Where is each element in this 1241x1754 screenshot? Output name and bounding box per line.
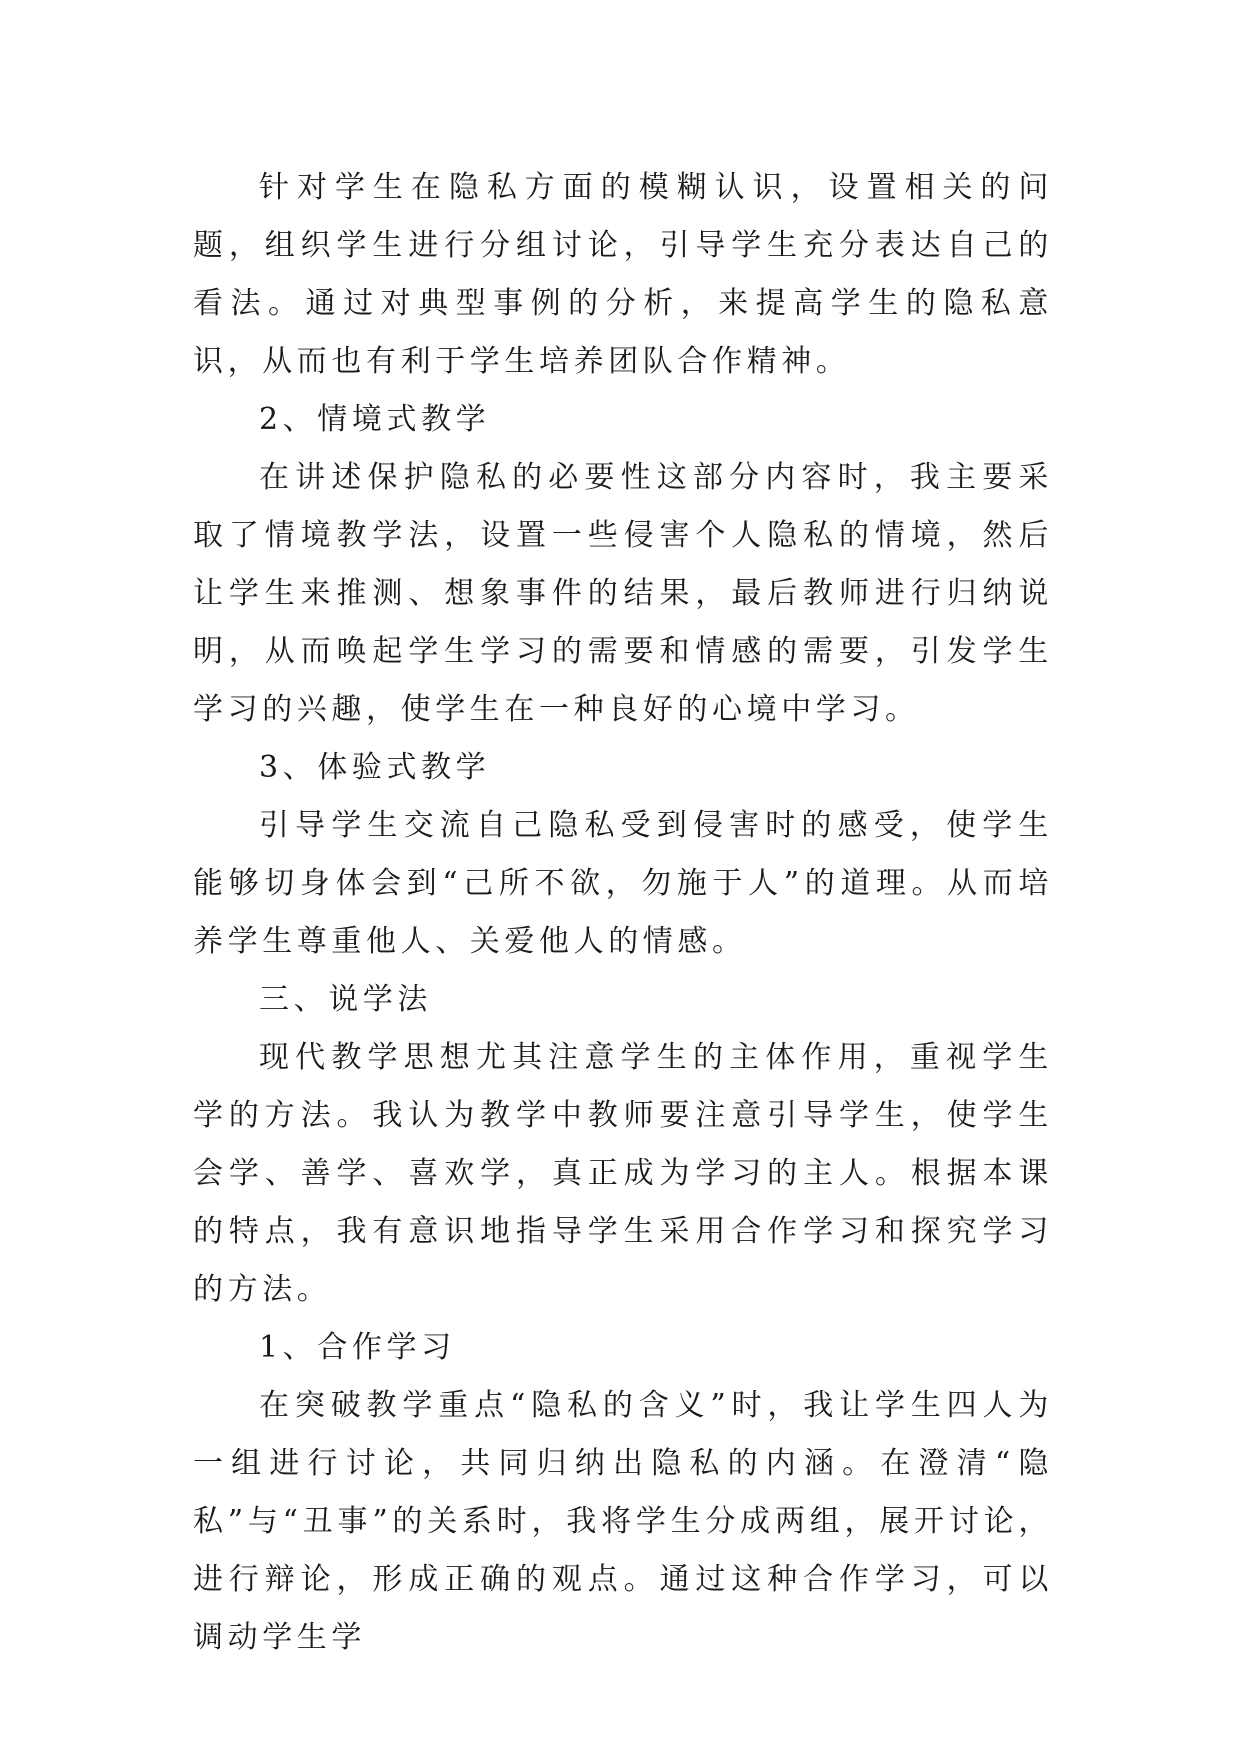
heading-cooperative-learning: 1、合作学习: [259, 1330, 456, 1365]
heading-learning-methods: 三、说学法: [259, 982, 432, 1017]
paragraph-experiential-teaching: 引导学生交流自己隐私受到侵害时的感受，使学生能够切身体会到“己所不欲，勿施于人”的道理。从而培养学生尊重他人、关爱他人的情感。: [193, 808, 1053, 959]
heading-situational-teaching: 2、情境式教学: [259, 402, 491, 437]
heading-experiential-teaching: 3、体验式教学: [259, 750, 491, 785]
paragraph-cooperative-discussion: 针对学生在隐私方面的模糊认识，设置相关的问题，组织学生进行分组讨论，引导学生充分表达自己的看法。通过对典型事例的分析，来提高学生的隐私意识，从而也有利于学生培养团队合作精神。: [193, 170, 1053, 379]
paragraph-cooperative-learning: 在突破教学重点“隐私的含义”时，我让学生四人为一组进行讨论，共同归纳出隐私的内涵。在澄清“隐私”与“丑事”的关系时，我将学生分成两组，展开讨论，进行辩论，形成正确的观点。通过这种合作学习，可以调动学生学: [193, 1388, 1053, 1655]
paragraph-situational-teaching: 在讲述保护隐私的必要性这部分内容时，我主要采取了情境教学法，设置一些侵害个人隐私的情境，然后让学生来推测、想象事件的结果，最后教师进行归纳说明，从而唤起学生学习的需要和情感的需要，引发学生学习的兴趣，使学生在一种良好的心境中学习。: [193, 460, 1053, 727]
document-body: [193, 159, 1053, 1667]
paragraph-learning-methods: 现代教学思想尤其注意学生的主体作用，重视学生学的方法。我认为教学中教师要注意引导学生，使学生会学、善学、喜欢学，真正成为学习的主人。根据本课的特点，我有意识地指导学生采用合作学习和探究学习的方法。: [193, 1040, 1053, 1307]
